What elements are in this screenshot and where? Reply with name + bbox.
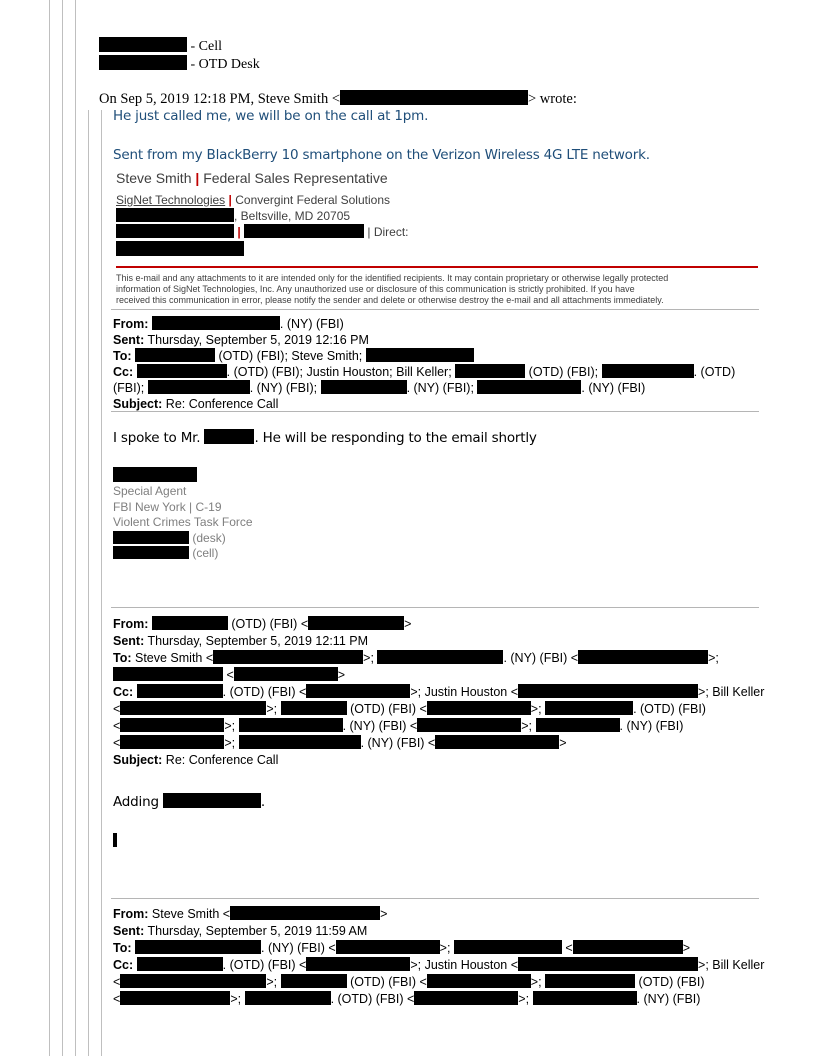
redaction (113, 546, 189, 559)
redaction (204, 429, 254, 444)
redaction (137, 957, 223, 971)
quote-line-2 (62, 0, 63, 1056)
redaction (377, 650, 503, 664)
redaction (366, 348, 474, 362)
redaction (135, 940, 261, 954)
redaction (602, 364, 694, 378)
redaction (163, 793, 261, 808)
redaction (116, 241, 244, 256)
redaction (239, 718, 343, 732)
redaction (113, 667, 223, 681)
redaction (306, 684, 410, 698)
separator (111, 898, 759, 899)
redaction (230, 906, 380, 920)
redaction (306, 957, 410, 971)
redaction (573, 940, 683, 954)
redaction (545, 701, 633, 715)
cell-line: - Cell (99, 37, 222, 55)
redaction (245, 991, 331, 1005)
redaction (152, 316, 280, 330)
redaction (321, 380, 407, 394)
redaction (120, 735, 224, 749)
redaction (533, 991, 637, 1005)
redaction (454, 940, 562, 954)
redaction (120, 701, 266, 715)
redaction (116, 224, 234, 238)
redaction (427, 974, 531, 988)
desk-line: - OTD Desk (99, 55, 260, 73)
redaction (281, 701, 347, 715)
separator (111, 411, 759, 412)
signature-extra-redaction (116, 241, 244, 259)
redaction (427, 701, 531, 715)
redaction (234, 667, 338, 681)
quote-intro: On Sep 5, 2019 12:18 PM, Steve Smith < > wrote: (99, 91, 577, 107)
disclaimer: This e-mail and any attachments to it are intended only for the identified recipients. It may contain proprietary or otherwise legally protected information of SigNet Technologies, Inc. Any unauthorized use or disclosure of this communication is strictly prohibited. If you have received this communication in error, please notify the sender and delete or otherwise destroy the e-mail and all attachments immediately. (116, 273, 669, 305)
email-header-3: From: Steve Smith < > Sent: Thursday, September 5, 2019 11:59 AM To: . (NY) (FBI) < >; < > Cc: . (OTD) (FBI) < >; Justin Houston < >; Bill Keller < >; (OTD) (FBI) < >; (OTD) (FBI) < >; . (OTD) (FBI) < >; . (NY) (FBI) (113, 907, 765, 1006)
redaction (152, 616, 228, 630)
redaction (137, 364, 227, 378)
redaction (113, 833, 117, 847)
signature-name-line: Steve Smith | Federal Sales Representative (116, 170, 388, 186)
message-3-text: Adding . (113, 794, 266, 810)
redaction (536, 718, 620, 732)
message-1-line-1: He just called me, we will be on the call at 1pm. (113, 108, 429, 124)
redaction (578, 650, 708, 664)
redaction (137, 684, 223, 698)
redaction (99, 37, 187, 52)
separator (111, 607, 759, 608)
message-3-redaction (113, 832, 117, 850)
redaction (99, 55, 187, 70)
redaction (120, 991, 230, 1005)
signature-company-line: SigNet Technologies | Convergint Federal Solutions (116, 193, 390, 207)
redaction (116, 208, 234, 222)
redaction (336, 940, 440, 954)
message-2-text: I spoke to Mr. . He will be responding to the email shortly (113, 430, 537, 446)
redaction (148, 380, 250, 394)
signature-phone-line: | | Direct: (116, 224, 409, 239)
redaction (455, 364, 525, 378)
message-1-line-2: Sent from my BlackBerry 10 smartphone on the Verizon Wireless 4G LTE network. (113, 147, 650, 163)
redaction (414, 991, 518, 1005)
redaction (244, 224, 364, 238)
quote-line-4 (88, 110, 89, 1056)
email-header-2: From: (OTD) (FBI) < > Sent: Thursday, September 5, 2019 12:11 PM To: Steve Smith < >; . (NY) (FBI) < >; < > Cc: . (OTD) (FBI) < >; Justin Houston < >; Bill Keller < >; (OTD) (FBI) < >; . (OTD) (FBI) < >; . (NY) (FBI) < >; . (NY) (FBI) < >; . (NY) (FBI) < > Subject: Re: Conference Call (113, 617, 765, 767)
redaction (113, 531, 189, 544)
agent-signature: Special Agent FBI New York | C-19 Violent Crimes Task Force (desk) (cell) (113, 484, 253, 560)
redaction (308, 616, 404, 630)
signature-city-line: , Beltsville, MD 20705 (116, 208, 350, 223)
redaction (213, 650, 363, 664)
redaction (545, 974, 635, 988)
signature-rule (116, 266, 758, 268)
redaction (239, 735, 361, 749)
quote-line-5 (101, 110, 102, 1056)
redaction (120, 718, 224, 732)
redaction (477, 380, 581, 394)
redaction (435, 735, 559, 749)
redaction (113, 467, 197, 482)
redaction (518, 957, 698, 971)
quote-line-3 (75, 0, 76, 1056)
quote-line-1 (49, 0, 50, 1056)
redaction (417, 718, 521, 732)
email-header-1: From: . (NY) (FBI) Sent: Thursday, September 5, 2019 12:16 PM To: (OTD) (FBI); Steve Smith; Cc: . (OTD) (FBI); Justin Houston; Bill Keller; (OTD) (FBI); . (OTD) (FBI); . (NY) (FBI); . (NY) (FBI); . (NY) (FBI) Subject: Re: Conference Call (113, 317, 736, 411)
redaction (518, 684, 698, 698)
redaction (135, 348, 215, 362)
redaction (340, 90, 528, 105)
agent-name-redaction (113, 467, 197, 485)
redaction (281, 974, 347, 988)
redaction (120, 974, 266, 988)
separator (111, 309, 759, 310)
